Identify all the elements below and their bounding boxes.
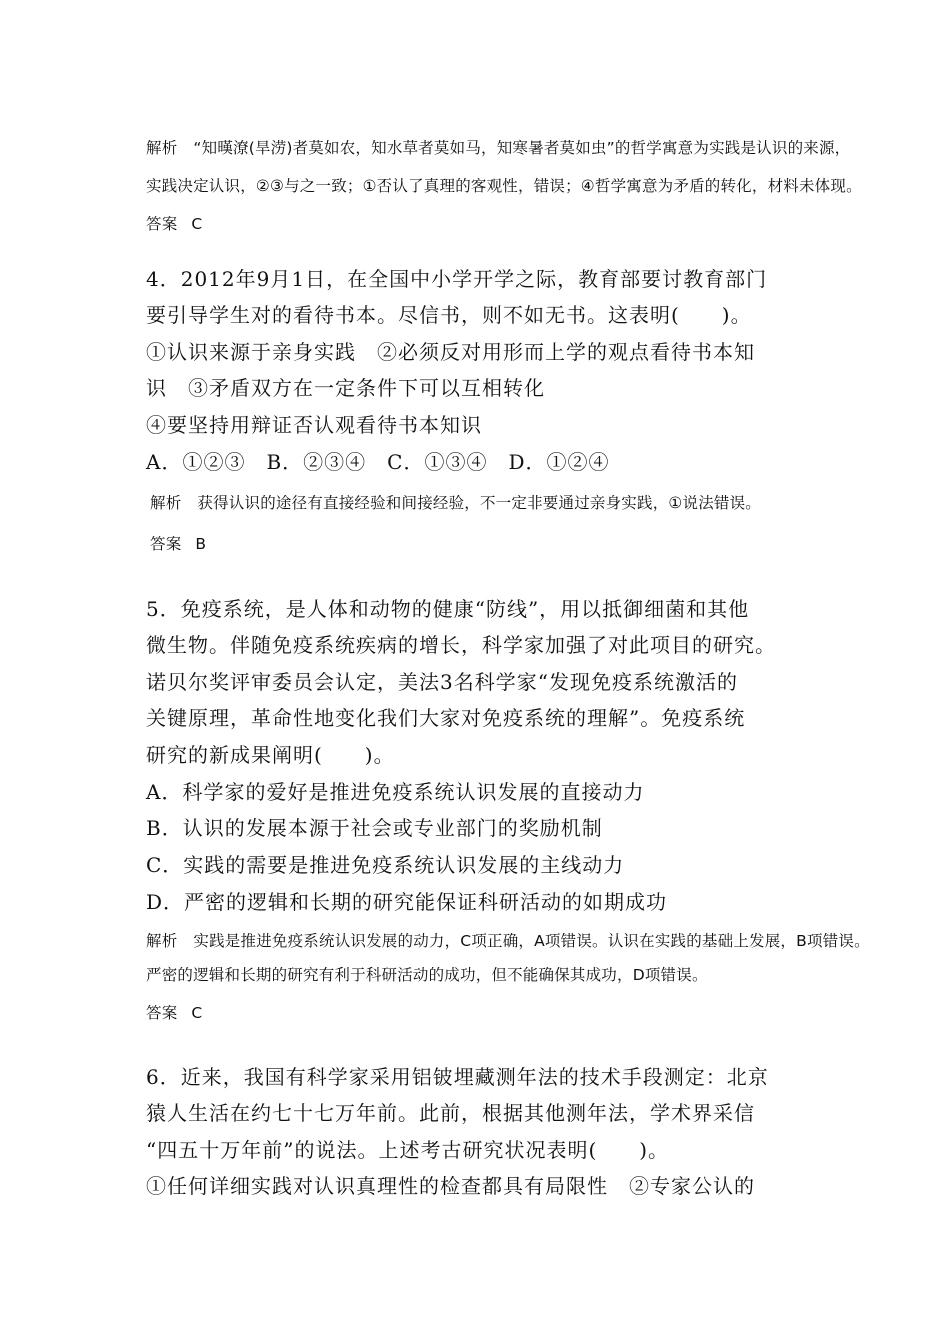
q5-stem-line-4: 关键原理，革命性地变化我们大家对免疫系统的理解”。免疫系统 xyxy=(146,706,746,730)
q6-stem-line-4: ①任何详细实践对认识真理性的检查都具有局限性 ②专家公认的 xyxy=(146,1174,755,1198)
q5-answer xyxy=(146,1001,202,1023)
q4-analysis: 解析 获得认识的途径有直接经验和间接经验，不一定非要通过亲身实践，①说法错误。 xyxy=(150,494,762,512)
q4-stem-line-4: 识 ③矛盾双方在一定条件下可以互相转化 xyxy=(146,376,545,400)
q6-stem-line-1: 6．近来，我国有科学家采用铝铍埋藏测年法的技术手段测定：北京 xyxy=(146,1065,769,1089)
q4-stem-line-1: 4．2012年9月1日，在全国中小学开学之际，教育部要讨教育部门 xyxy=(146,267,768,291)
q5-stem-line-2: 微生物。伴随免疫系统疾病的增长，科学家加强了对此项目的研究。 xyxy=(146,633,776,657)
analysis-label: 解析 xyxy=(150,494,182,512)
answer-value: B xyxy=(195,535,207,553)
q6-stem-line-2: 猿人生活在约七十七万年前。此前，根据其他测年法，学术界采信 xyxy=(146,1101,755,1125)
q5-option-b: B．认识的发展本源于社会或专业部门的奖励机制 xyxy=(146,816,603,840)
q5-option-d: D．严密的逻辑和长期的研究能保证科研活动的如期成功 xyxy=(146,890,668,914)
q5-analysis-line-2: 严密的逻辑和长期的研究有利于科研活动的成功，但不能确保其成功，D项错误。 xyxy=(146,966,708,984)
q5-stem-line-3: 诺贝尔奖评审委员会认定，美法3名科学家“发现免疫系统激活的 xyxy=(146,670,738,694)
q4-stem-line-5: ④要坚持用辩证否认观看待书本知识 xyxy=(146,413,482,437)
q4-options: A．①②③ B．②③④ C．①③④ D．①②④ xyxy=(146,450,610,474)
answer-value: C xyxy=(191,215,203,233)
analysis-label: 解析 xyxy=(146,139,178,157)
q5-stem-line-1: 5．免疫系统，是人体和动物的健康“防线”，用以抵御细菌和其他 xyxy=(146,597,750,621)
answer-label: 答案 xyxy=(146,215,178,233)
q3-analysis-line-2: 实践决定认识，②③与之一致；①否认了真理的客观性，错误；④哲学寓意为矛盾的转化，材料未体现。 xyxy=(146,177,862,195)
analysis-label: 解析 xyxy=(146,932,178,950)
q4-stem-line-2: 要引导学生对的看待书本。尽信书，则不如无书。这表明( )。 xyxy=(146,303,752,327)
answer-value: C xyxy=(191,1004,203,1022)
q3-analysis-line-1: 解析 “知暵潦(旱涝)者莫如农，知水草者莫如马，知寒暑者莫如虫”的哲学寓意为实践是认识的来源， xyxy=(146,139,851,157)
q5-stem-line-5: 研究的新成果阐明( )。 xyxy=(146,743,395,767)
answer-label: 答案 xyxy=(146,1004,178,1022)
q5-option-c: C．实践的需要是推进免疫系统认识发展的主线动力 xyxy=(146,853,625,877)
q6-stem-line-3: “四五十万年前”的说法。上述考古研究状况表明( )。 xyxy=(146,1138,670,1162)
q4-answer xyxy=(150,532,206,554)
q5-option-a: A．科学家的爱好是推进免疫系统认识发展的直接动力 xyxy=(146,780,645,804)
answer-label: 答案 xyxy=(150,535,182,553)
q5-analysis-line-1: 解析 实践是推进免疫系统认识发展的动力，C项正确，A项错误。认识在实践的基础上发展，B项错误。 xyxy=(146,932,870,950)
q3-answer xyxy=(146,212,202,234)
q4-stem-line-3: ①认识来源于亲身实践 ②必须反对用形而上学的观点看待书本知 xyxy=(146,340,755,364)
